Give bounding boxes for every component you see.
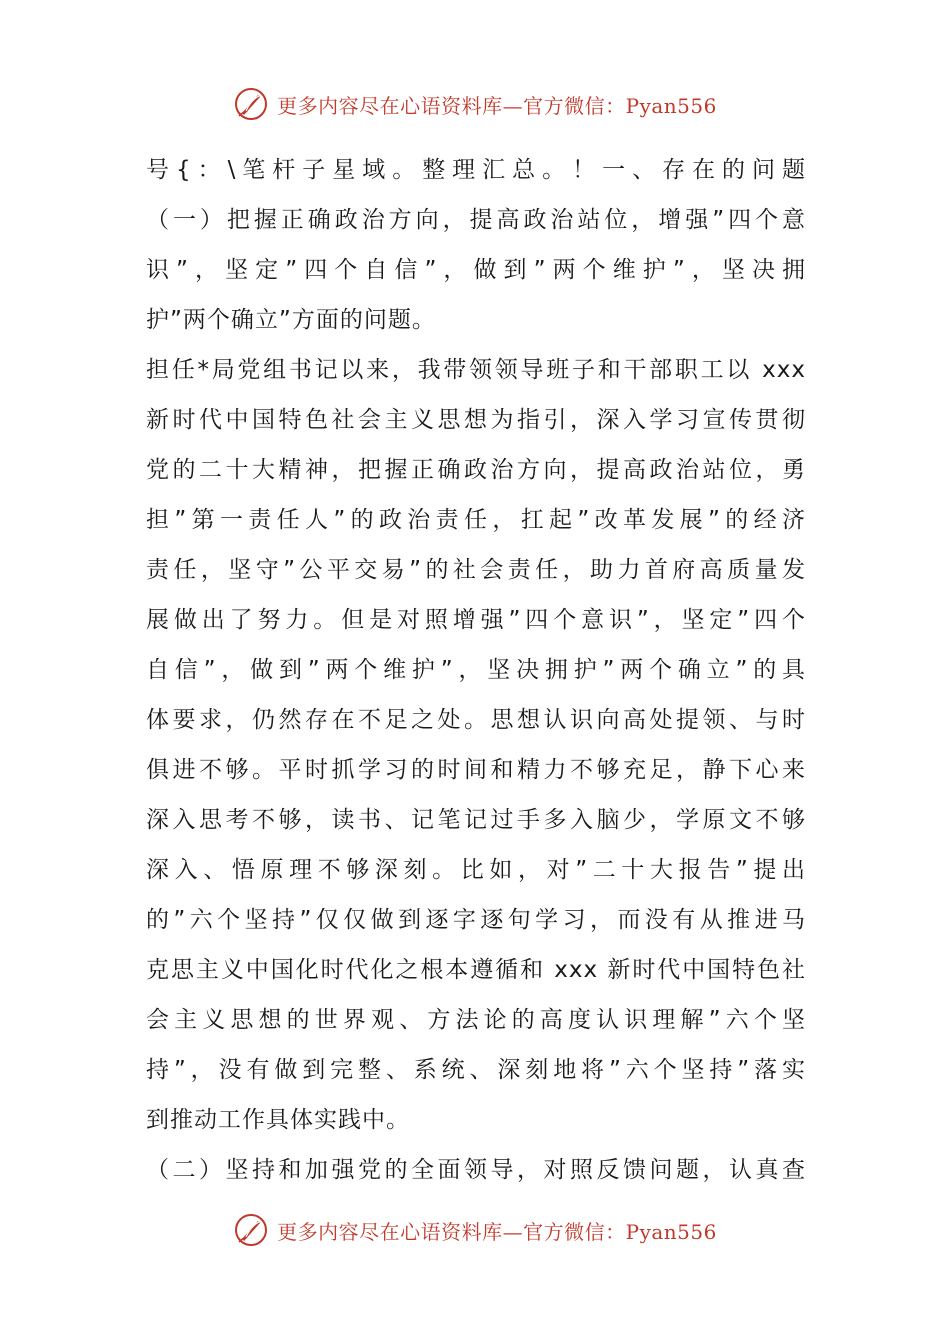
footer-banner [0, 1210, 950, 1250]
body-line: （一）把握正确政治方向，提高政治站位，增强”四个意 [146, 207, 806, 233]
document-body [146, 145, 806, 1195]
body-line: 自信”，做到”两个维护”，坚决拥护”两个确立”的具 [146, 657, 806, 683]
body-line: 护”两个确立”方面的问题。 [146, 307, 436, 333]
body-line: 的”六个坚持”仅仅做到逐字逐句学习，而没有从推进马 [146, 907, 806, 933]
footer-banner-text: 更多内容尽在心语资料库—官方微信：Pyan556 [277, 1219, 717, 1244]
body-line: 担”第一责任人”的政治责任，扛起”改革发展”的经济 [146, 507, 806, 533]
body-line: 俱进不够。平时抓学习的时间和精力不够充足，静下心来 [146, 757, 806, 783]
body-line: （二）坚持和加强党的全面领导，对照反馈问题，认真查 [146, 1157, 806, 1183]
body-line: 深入、悟原理不够深刻。比如，对”二十大报告”提出 [146, 857, 806, 883]
header-banner-text: 更多内容尽在心语资料库—官方微信：Pyan556 [277, 93, 717, 118]
body-line: 会主义思想的世界观、方法论的高度认识理解”六个坚 [146, 1007, 806, 1033]
body-line: 持”，没有做到完整、系统、深刻地将”六个坚持”落实 [146, 1057, 806, 1083]
body-line: 到推动工作具体实践中。 [146, 1107, 410, 1133]
body-line: 担任*局党组书记以来，我带领领导班子和干部职工以 xxx [146, 357, 806, 383]
body-line: 新时代中国特色社会主义思想为指引，深入学习宣传贯彻 [146, 407, 806, 433]
body-line: 克思主义中国化时代化之根本遵循和 xxx 新时代中国特色社 [146, 957, 806, 983]
body-line: 体要求，仍然存在不足之处。思想认识向高处提领、与时 [146, 707, 806, 733]
body-line: 展做出了努力。但是对照增强”四个意识”，坚定”四个 [146, 607, 806, 633]
quill-logo-icon [233, 86, 269, 122]
body-line: 号{：\笔杆子星域。整理汇总。！一、存在的问题 [146, 157, 806, 183]
body-line: 党的二十大精神，把握正确政治方向，提高政治站位，勇 [146, 457, 806, 483]
body-line: 深入思考不够，读书、记笔记过手多入脑少，学原文不够 [146, 807, 806, 833]
quill-logo-icon [233, 1212, 269, 1248]
body-line: 识”，坚定”四个自信”，做到”两个维护”，坚决拥 [146, 257, 806, 283]
header-banner [0, 84, 950, 124]
body-line: 责任，坚守”公平交易”的社会责任，助力首府高质量发 [146, 557, 806, 583]
